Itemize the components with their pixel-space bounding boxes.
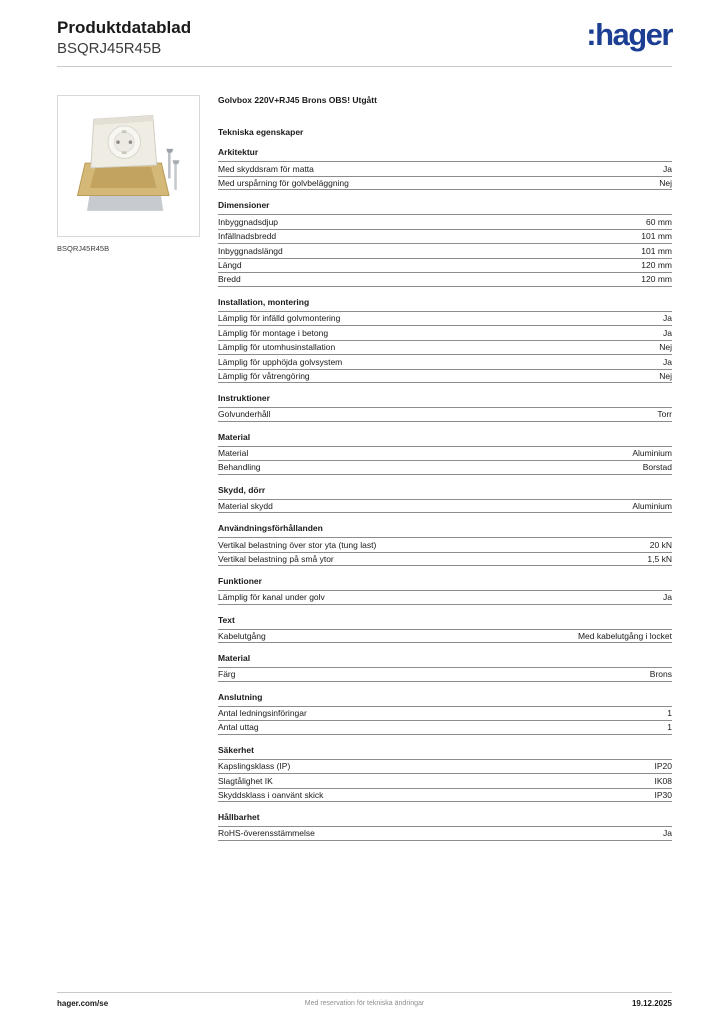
spec-label: Lämplig för våtrengöring: [218, 370, 310, 381]
spec-value: 60 mm: [646, 216, 672, 227]
spec-section: [218, 745, 672, 803]
section-heading: Säkerhet: [218, 744, 254, 755]
spec-value: Ja: [663, 313, 672, 324]
floor-box-illustration: [66, 104, 192, 228]
spec-section: [218, 147, 672, 190]
spec-section: [218, 432, 672, 475]
spec-value: 101 mm: [641, 231, 672, 242]
spec-value: IK08: [654, 775, 672, 786]
spec-section: [218, 692, 672, 735]
spec-row: [218, 552, 672, 567]
spec-label: Med skyddsram för matta: [218, 163, 314, 174]
spec-label: Med urspårning för golvbeläggning: [218, 177, 349, 188]
spec-value: Aluminium: [632, 500, 672, 511]
spec-label: Inbyggnadsdjup: [218, 216, 279, 227]
spec-label: Lämplig för kanal under golv: [218, 592, 325, 603]
spec-section: [218, 653, 672, 682]
section-heading: Dimensioner: [218, 200, 270, 211]
spec-label: Material skydd: [218, 500, 273, 511]
spec-label: Golvunderhåll: [218, 409, 271, 420]
spec-value: Ja: [663, 592, 672, 603]
spec-row: [218, 788, 672, 803]
spec-row: [218, 325, 672, 340]
spec-label: Kapslingsklass (IP): [218, 761, 291, 772]
spec-section: [218, 812, 672, 841]
spec-section: [218, 576, 672, 605]
spec-label: Lämplig för utomhusinstallation: [218, 342, 336, 353]
spec-row: [218, 354, 672, 369]
spec-section: [218, 523, 672, 566]
spec-label: Material: [218, 448, 249, 459]
spec-value: 1: [667, 708, 672, 719]
spec-value: Torr: [657, 409, 672, 420]
spec-row: [218, 499, 672, 514]
spec-section: [218, 297, 672, 384]
spec-row: [218, 272, 672, 287]
spec-value: Ja: [663, 163, 672, 174]
spec-label: RoHS-överensstämmelse: [218, 828, 315, 839]
spec-row: [218, 176, 672, 191]
spec-label: Färg: [218, 669, 236, 680]
product-name: Golvbox 220V+RJ45 Brons OBS! Utgått: [218, 95, 377, 105]
product-image: [57, 95, 200, 237]
section-heading: Material: [218, 431, 251, 442]
spec-label: Behandling: [218, 462, 261, 473]
spec-row: [218, 759, 672, 774]
spec-sections: [218, 147, 672, 841]
spec-row: [218, 161, 672, 176]
spec-label: Längd: [218, 260, 242, 271]
left-column: [57, 95, 200, 253]
spec-value: Nej: [659, 342, 672, 353]
header-text: [57, 18, 191, 57]
spec-row: [218, 826, 672, 841]
hager-logo: :hager: [586, 17, 672, 52]
footer-website: hager.com/se: [57, 999, 109, 1008]
spec-value: 120 mm: [641, 274, 672, 285]
spec-section: [218, 485, 672, 514]
spec-label: Vertikal belastning över stor yta (tung last): [218, 539, 377, 550]
spec-row: [218, 407, 672, 422]
spec-label: Inbyggnadslängd: [218, 245, 283, 256]
spec-value: Med kabelutgång i locket: [577, 630, 672, 641]
page-title: Produktdatablad: [57, 18, 192, 37]
spec-row: [218, 229, 672, 244]
spec-label: Skyddsklass i oanvänt skick: [218, 789, 324, 800]
spec-value: Ja: [663, 356, 672, 367]
section-heading: Funktioner: [218, 576, 262, 587]
spec-label: Slagtålighet IK: [218, 775, 273, 786]
content: [57, 95, 672, 841]
spec-row: [218, 629, 672, 644]
section-heading: Hållbarhet: [218, 812, 260, 823]
spec-row: [218, 590, 672, 605]
tech-properties-title: Tekniska egenskaper: [218, 127, 304, 138]
footer: [57, 992, 672, 1008]
product-image-caption: BSQRJ45R45B: [57, 244, 110, 253]
spec-row: [218, 460, 672, 475]
spec-row: [218, 537, 672, 552]
spec-value: 20 kN: [649, 539, 672, 550]
spec-section: [218, 393, 672, 422]
spec-value: Ja: [663, 828, 672, 839]
spec-row: [218, 258, 672, 273]
section-heading: Installation, montering: [218, 296, 310, 307]
spec-row: [218, 706, 672, 721]
spec-row: [218, 340, 672, 355]
screws-icon: [166, 149, 179, 190]
section-heading: Text: [218, 614, 235, 625]
spec-value: 1,5 kN: [647, 553, 672, 564]
footer-disclaimer: Med reservation för tekniska ändringar: [304, 1000, 425, 1007]
spec-label: Antal uttag: [218, 722, 259, 733]
header: [57, 18, 672, 57]
spec-label: Kabelutgång: [218, 630, 266, 641]
spec-value: IP20: [654, 761, 672, 772]
product-code: BSQRJ45R45B: [57, 39, 162, 57]
spec-label: Vertikal belastning på små ytor: [218, 553, 334, 564]
spec-row: [218, 773, 672, 788]
spec-value: IP30: [654, 789, 672, 800]
spec-label: Lämplig för infälld golvmontering: [218, 313, 341, 324]
section-heading: Instruktioner: [218, 393, 270, 404]
right-column: [218, 95, 672, 841]
spec-row: [218, 667, 672, 682]
spec-label: Lämplig för montage i betong: [218, 327, 329, 338]
section-heading: Användningsförhållanden: [218, 523, 323, 534]
section-heading: Arkitektur: [218, 147, 259, 158]
spec-row: [218, 243, 672, 258]
spec-value: Ja: [663, 327, 672, 338]
spec-label: Antal ledningsinföringar: [218, 708, 307, 719]
spec-section: [218, 615, 672, 644]
spec-value: Brons: [649, 669, 672, 680]
spec-value: 101 mm: [641, 245, 672, 256]
spec-value: Nej: [659, 370, 672, 381]
spec-label: Bredd: [218, 274, 241, 285]
spec-value: Nej: [659, 177, 672, 188]
spec-row: [218, 311, 672, 326]
spec-row: [218, 720, 672, 735]
spec-section: [218, 200, 672, 287]
header-divider: [57, 66, 672, 67]
section-heading: Anslutning: [218, 691, 263, 702]
spec-label: Infällnadsbredd: [218, 231, 277, 242]
spec-row: [218, 214, 672, 229]
spec-label: Lämplig för upphöjda golvsystem: [218, 356, 343, 367]
section-heading: Material: [218, 653, 251, 664]
spec-value: Borstad: [642, 462, 672, 473]
spec-value: 1: [667, 722, 672, 733]
spec-row: [218, 446, 672, 461]
spec-value: 120 mm: [641, 260, 672, 271]
spec-row: [218, 369, 672, 384]
footer-date: 19.12.2025: [631, 999, 672, 1008]
spec-value: Aluminium: [632, 448, 672, 459]
section-heading: Skydd, dörr: [218, 484, 266, 495]
